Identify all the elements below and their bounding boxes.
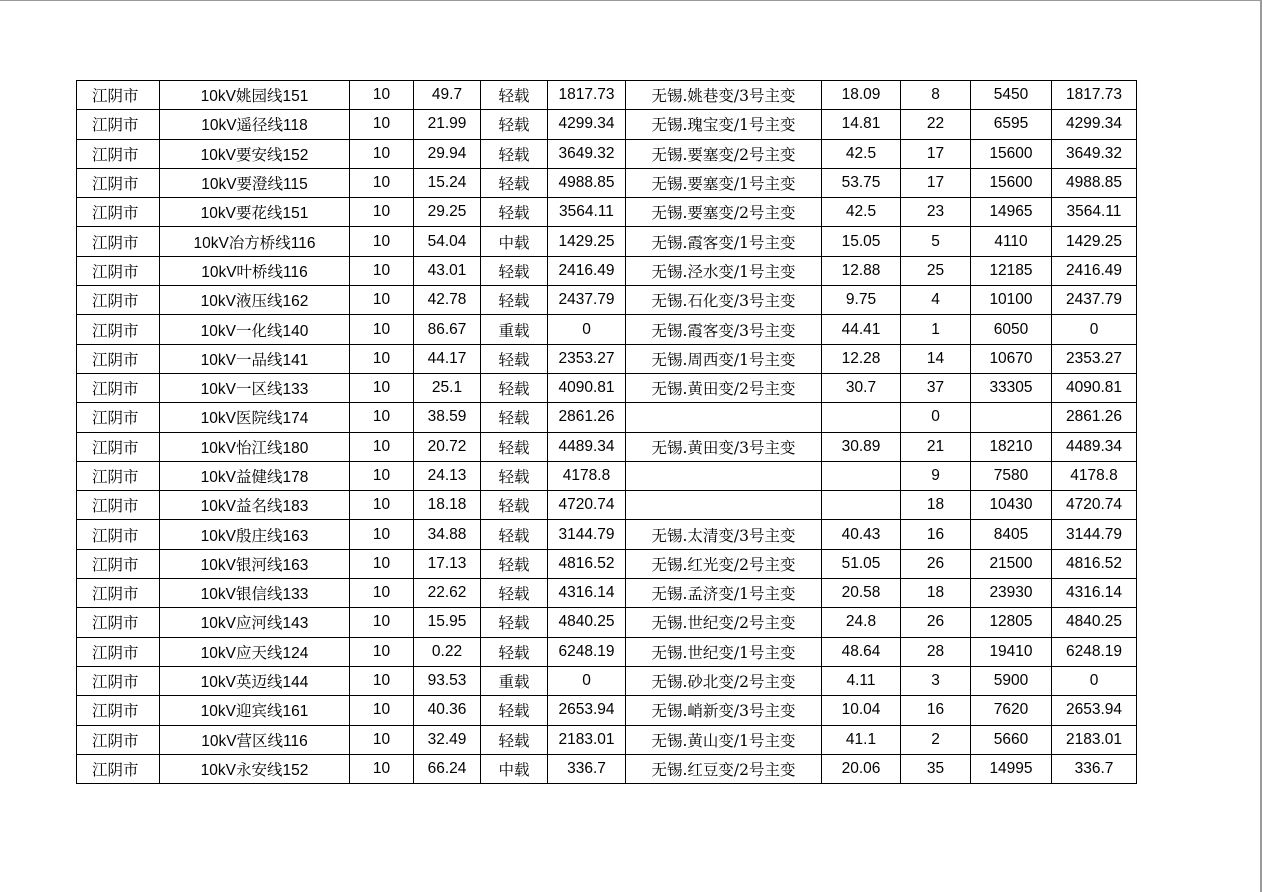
line-name-cell: 10kV要花线151 [160, 198, 350, 227]
voltage-cell: 10 [350, 666, 414, 695]
line-name-cell: 10kV怡江线180 [160, 432, 350, 461]
load-status-cell: 轻载 [481, 198, 548, 227]
capacity-cell: 2353.27 [548, 344, 626, 373]
count-cell: 14 [901, 344, 971, 373]
capacity-cell: 2437.79 [548, 286, 626, 315]
table-row [77, 491, 1137, 520]
line-name-cell: 10kV液压线162 [160, 286, 350, 315]
count-cell: 4 [901, 286, 971, 315]
substation-rate-cell: 24.8 [822, 608, 901, 637]
substation-cell: 无锡.红豆变/2号主变 [626, 754, 822, 783]
substation-cell: 无锡.黄田变/2号主变 [626, 373, 822, 402]
substation-rate-cell: 4.11 [822, 666, 901, 695]
substation-rate-cell: 42.5 [822, 198, 901, 227]
city-cell: 江阴市 [77, 256, 160, 285]
substation-cell: 无锡.姚巷变/3号主变 [626, 81, 822, 110]
substation-rate-cell: 9.75 [822, 286, 901, 315]
load-rate-cell: 29.94 [414, 139, 481, 168]
count-cell: 5 [901, 227, 971, 256]
substation-rate-cell: 30.7 [822, 373, 901, 402]
substation-rate-cell: 10.04 [822, 696, 901, 725]
load-rate-cell: 22.62 [414, 579, 481, 608]
city-cell: 江阴市 [77, 696, 160, 725]
total-cell: 10670 [971, 344, 1052, 373]
substation-rate-cell [822, 403, 901, 432]
total-cell: 15600 [971, 139, 1052, 168]
voltage-cell: 10 [350, 403, 414, 432]
table-row [77, 432, 1137, 461]
city-cell: 江阴市 [77, 373, 160, 402]
line-name-cell: 10kV银信线133 [160, 579, 350, 608]
substation-cell: 无锡.峭新变/3号主变 [626, 696, 822, 725]
city-cell: 江阴市 [77, 520, 160, 549]
load-status-cell: 轻载 [481, 549, 548, 578]
line-name-cell: 10kV益名线183 [160, 491, 350, 520]
load-rate-cell: 0.22 [414, 637, 481, 666]
capacity-cell: 2653.94 [548, 696, 626, 725]
load-rate-cell: 54.04 [414, 227, 481, 256]
capacity-cell: 4720.74 [548, 491, 626, 520]
table-row [77, 168, 1137, 197]
load-status-cell: 轻载 [481, 725, 548, 754]
substation-cell: 无锡.瑰宝变/1号主变 [626, 110, 822, 139]
count-cell: 37 [901, 373, 971, 402]
line-name-cell: 10kV遥径线118 [160, 110, 350, 139]
city-cell: 江阴市 [77, 432, 160, 461]
substation-rate-cell: 51.05 [822, 549, 901, 578]
total-cell: 10100 [971, 286, 1052, 315]
table-row [77, 315, 1137, 344]
line-name-cell: 10kV应河线143 [160, 608, 350, 637]
table-row [77, 461, 1137, 490]
table-body [77, 81, 1137, 784]
line-name-cell: 10kV要安线152 [160, 139, 350, 168]
load-rate-cell: 42.78 [414, 286, 481, 315]
table-row [77, 403, 1137, 432]
capacity-cell: 2861.26 [548, 403, 626, 432]
line-name-cell: 10kV殷庄线163 [160, 520, 350, 549]
count-cell: 8 [901, 81, 971, 110]
substation-rate-cell: 41.1 [822, 725, 901, 754]
capacity-cell: 4840.25 [548, 608, 626, 637]
load-rate-cell: 40.36 [414, 696, 481, 725]
substation-cell: 无锡.孟济变/1号主变 [626, 579, 822, 608]
city-cell: 江阴市 [77, 110, 160, 139]
substation-cell: 无锡.石化变/3号主变 [626, 286, 822, 315]
capacity-cell: 1817.73 [548, 81, 626, 110]
count-cell: 22 [901, 110, 971, 139]
capacity-cell: 2183.01 [548, 725, 626, 754]
load-status-cell: 轻载 [481, 110, 548, 139]
available-capacity-cell: 2353.27 [1052, 344, 1137, 373]
total-cell: 5900 [971, 666, 1052, 695]
capacity-cell: 0 [548, 315, 626, 344]
line-name-cell: 10kV应天线124 [160, 637, 350, 666]
load-rate-cell: 17.13 [414, 549, 481, 578]
capacity-cell: 6248.19 [548, 637, 626, 666]
city-cell: 江阴市 [77, 725, 160, 754]
available-capacity-cell: 4840.25 [1052, 608, 1137, 637]
voltage-cell: 10 [350, 608, 414, 637]
load-rate-cell: 29.25 [414, 198, 481, 227]
voltage-cell: 10 [350, 432, 414, 461]
count-cell: 26 [901, 608, 971, 637]
substation-cell [626, 461, 822, 490]
capacity-cell: 2416.49 [548, 256, 626, 285]
line-name-cell: 10kV永安线152 [160, 754, 350, 783]
substation-cell [626, 491, 822, 520]
substation-rate-cell [822, 491, 901, 520]
available-capacity-cell: 4316.14 [1052, 579, 1137, 608]
substation-cell: 无锡.红光变/2号主变 [626, 549, 822, 578]
available-capacity-cell: 2653.94 [1052, 696, 1137, 725]
available-capacity-cell: 4988.85 [1052, 168, 1137, 197]
substation-cell: 无锡.霞客变/1号主变 [626, 227, 822, 256]
load-status-cell: 轻载 [481, 403, 548, 432]
city-cell: 江阴市 [77, 666, 160, 695]
table-row [77, 754, 1137, 783]
substation-rate-cell: 40.43 [822, 520, 901, 549]
available-capacity-cell: 2416.49 [1052, 256, 1137, 285]
city-cell: 江阴市 [77, 81, 160, 110]
table-row [77, 696, 1137, 725]
load-status-cell: 轻载 [481, 168, 548, 197]
substation-cell: 无锡.周西变/1号主变 [626, 344, 822, 373]
substation-cell: 无锡.要塞变/2号主变 [626, 198, 822, 227]
available-capacity-cell: 336.7 [1052, 754, 1137, 783]
voltage-cell: 10 [350, 637, 414, 666]
count-cell: 9 [901, 461, 971, 490]
substation-rate-cell: 20.06 [822, 754, 901, 783]
substation-rate-cell: 18.09 [822, 81, 901, 110]
table-row [77, 110, 1137, 139]
count-cell: 18 [901, 579, 971, 608]
load-status-cell: 轻载 [481, 608, 548, 637]
voltage-cell: 10 [350, 110, 414, 139]
city-cell: 江阴市 [77, 549, 160, 578]
total-cell: 5660 [971, 725, 1052, 754]
city-cell: 江阴市 [77, 579, 160, 608]
total-cell: 19410 [971, 637, 1052, 666]
available-capacity-cell: 1817.73 [1052, 81, 1137, 110]
voltage-cell: 10 [350, 256, 414, 285]
line-name-cell: 10kV益健线178 [160, 461, 350, 490]
capacity-cell: 4988.85 [548, 168, 626, 197]
load-rate-cell: 34.88 [414, 520, 481, 549]
voltage-cell: 10 [350, 139, 414, 168]
total-cell: 8405 [971, 520, 1052, 549]
load-rate-cell: 21.99 [414, 110, 481, 139]
count-cell: 26 [901, 549, 971, 578]
line-name-cell: 10kV姚园线151 [160, 81, 350, 110]
total-cell: 7580 [971, 461, 1052, 490]
table-row [77, 373, 1137, 402]
available-capacity-cell: 6248.19 [1052, 637, 1137, 666]
count-cell: 2 [901, 725, 971, 754]
available-capacity-cell: 2861.26 [1052, 403, 1137, 432]
capacity-cell: 4316.14 [548, 579, 626, 608]
count-cell: 1 [901, 315, 971, 344]
page-top-edge [0, 0, 1262, 1]
voltage-cell: 10 [350, 461, 414, 490]
count-cell: 3 [901, 666, 971, 695]
available-capacity-cell: 0 [1052, 315, 1137, 344]
table-row [77, 286, 1137, 315]
load-rate-cell: 24.13 [414, 461, 481, 490]
city-cell: 江阴市 [77, 168, 160, 197]
capacity-cell: 4299.34 [548, 110, 626, 139]
total-cell: 6595 [971, 110, 1052, 139]
load-rate-cell: 93.53 [414, 666, 481, 695]
table-row [77, 256, 1137, 285]
voltage-cell: 10 [350, 168, 414, 197]
voltage-cell: 10 [350, 579, 414, 608]
total-cell: 4110 [971, 227, 1052, 256]
load-status-cell: 轻载 [481, 520, 548, 549]
load-status-cell: 轻载 [481, 139, 548, 168]
capacity-cell: 4178.8 [548, 461, 626, 490]
table-row [77, 637, 1137, 666]
total-cell: 18210 [971, 432, 1052, 461]
table-row [77, 608, 1137, 637]
city-cell: 江阴市 [77, 344, 160, 373]
load-status-cell: 重载 [481, 315, 548, 344]
line-name-cell: 10kV要澄线115 [160, 168, 350, 197]
available-capacity-cell: 2183.01 [1052, 725, 1137, 754]
line-name-cell: 10kV营区线116 [160, 725, 350, 754]
load-rate-cell: 66.24 [414, 754, 481, 783]
capacity-cell: 4816.52 [548, 549, 626, 578]
substation-rate-cell: 12.88 [822, 256, 901, 285]
substation-cell: 无锡.砂北变/2号主变 [626, 666, 822, 695]
capacity-cell: 336.7 [548, 754, 626, 783]
available-capacity-cell: 0 [1052, 666, 1137, 695]
available-capacity-cell: 1429.25 [1052, 227, 1137, 256]
city-cell: 江阴市 [77, 139, 160, 168]
load-rate-cell: 43.01 [414, 256, 481, 285]
line-name-cell: 10kV银河线163 [160, 549, 350, 578]
voltage-cell: 10 [350, 754, 414, 783]
table-row [77, 725, 1137, 754]
substation-cell: 无锡.泾水变/1号主变 [626, 256, 822, 285]
load-rate-cell: 20.72 [414, 432, 481, 461]
city-cell: 江阴市 [77, 315, 160, 344]
capacity-cell: 3144.79 [548, 520, 626, 549]
city-cell: 江阴市 [77, 637, 160, 666]
load-status-cell: 轻载 [481, 461, 548, 490]
available-capacity-cell: 3649.32 [1052, 139, 1137, 168]
count-cell: 25 [901, 256, 971, 285]
line-name-cell: 10kV一区线133 [160, 373, 350, 402]
total-cell: 5450 [971, 81, 1052, 110]
load-status-cell: 中载 [481, 227, 548, 256]
total-cell [971, 403, 1052, 432]
total-cell: 33305 [971, 373, 1052, 402]
table-row [77, 139, 1137, 168]
table-row [77, 666, 1137, 695]
load-status-cell: 重载 [481, 666, 548, 695]
available-capacity-cell: 3564.11 [1052, 198, 1137, 227]
voltage-cell: 10 [350, 344, 414, 373]
voltage-cell: 10 [350, 315, 414, 344]
table-row [77, 579, 1137, 608]
total-cell: 21500 [971, 549, 1052, 578]
substation-rate-cell: 42.5 [822, 139, 901, 168]
total-cell: 7620 [971, 696, 1052, 725]
line-name-cell: 10kV一品线141 [160, 344, 350, 373]
city-cell: 江阴市 [77, 754, 160, 783]
substation-cell: 无锡.霞客变/3号主变 [626, 315, 822, 344]
voltage-cell: 10 [350, 286, 414, 315]
total-cell: 15600 [971, 168, 1052, 197]
available-capacity-cell: 4489.34 [1052, 432, 1137, 461]
load-status-cell: 轻载 [481, 286, 548, 315]
load-rate-cell: 15.24 [414, 168, 481, 197]
capacity-cell: 3564.11 [548, 198, 626, 227]
load-status-cell: 轻载 [481, 432, 548, 461]
available-capacity-cell: 4178.8 [1052, 461, 1137, 490]
load-rate-cell: 18.18 [414, 491, 481, 520]
line-name-cell: 10kV一化线140 [160, 315, 350, 344]
count-cell: 17 [901, 168, 971, 197]
substation-rate-cell: 48.64 [822, 637, 901, 666]
voltage-cell: 10 [350, 491, 414, 520]
line-name-cell: 10kV英迈线144 [160, 666, 350, 695]
load-status-cell: 轻载 [481, 256, 548, 285]
substation-rate-cell: 14.81 [822, 110, 901, 139]
load-status-cell: 轻载 [481, 637, 548, 666]
voltage-cell: 10 [350, 520, 414, 549]
load-rate-cell: 15.95 [414, 608, 481, 637]
count-cell: 16 [901, 696, 971, 725]
substation-cell: 无锡.黄田变/3号主变 [626, 432, 822, 461]
available-capacity-cell: 2437.79 [1052, 286, 1137, 315]
city-cell: 江阴市 [77, 491, 160, 520]
line-name-cell: 10kV冶方桥线116 [160, 227, 350, 256]
load-status-cell: 轻载 [481, 373, 548, 402]
voltage-cell: 10 [350, 227, 414, 256]
voltage-cell: 10 [350, 725, 414, 754]
substation-cell: 无锡.世纪变/2号主变 [626, 608, 822, 637]
substation-cell: 无锡.世纪变/1号主变 [626, 637, 822, 666]
load-status-cell: 轻载 [481, 579, 548, 608]
substation-rate-cell: 30.89 [822, 432, 901, 461]
substation-cell: 无锡.要塞变/1号主变 [626, 168, 822, 197]
load-status-cell: 轻载 [481, 344, 548, 373]
count-cell: 18 [901, 491, 971, 520]
table-row [77, 81, 1137, 110]
load-rate-cell: 38.59 [414, 403, 481, 432]
load-rate-cell: 25.1 [414, 373, 481, 402]
load-status-cell: 轻载 [481, 81, 548, 110]
line-name-cell: 10kV医院线174 [160, 403, 350, 432]
line-name-cell: 10kV叶桥线116 [160, 256, 350, 285]
substation-cell: 无锡.黄山变/1号主变 [626, 725, 822, 754]
table-row [77, 549, 1137, 578]
available-capacity-cell: 4816.52 [1052, 549, 1137, 578]
table-row [77, 198, 1137, 227]
count-cell: 16 [901, 520, 971, 549]
total-cell: 12185 [971, 256, 1052, 285]
city-cell: 江阴市 [77, 286, 160, 315]
city-cell: 江阴市 [77, 198, 160, 227]
substation-rate-cell [822, 461, 901, 490]
total-cell: 10430 [971, 491, 1052, 520]
table-row [77, 520, 1137, 549]
city-cell: 江阴市 [77, 227, 160, 256]
load-status-cell: 中载 [481, 754, 548, 783]
voltage-cell: 10 [350, 198, 414, 227]
capacity-cell: 4489.34 [548, 432, 626, 461]
substation-rate-cell: 44.41 [822, 315, 901, 344]
substation-rate-cell: 53.75 [822, 168, 901, 197]
total-cell: 23930 [971, 579, 1052, 608]
count-cell: 17 [901, 139, 971, 168]
available-capacity-cell: 3144.79 [1052, 520, 1137, 549]
voltage-cell: 10 [350, 373, 414, 402]
city-cell: 江阴市 [77, 461, 160, 490]
available-capacity-cell: 4090.81 [1052, 373, 1137, 402]
total-cell: 14995 [971, 754, 1052, 783]
substation-cell: 无锡.太清变/3号主变 [626, 520, 822, 549]
available-capacity-cell: 4299.34 [1052, 110, 1137, 139]
substation-rate-cell: 12.28 [822, 344, 901, 373]
count-cell: 21 [901, 432, 971, 461]
voltage-cell: 10 [350, 549, 414, 578]
count-cell: 35 [901, 754, 971, 783]
substation-rate-cell: 15.05 [822, 227, 901, 256]
voltage-cell: 10 [350, 81, 414, 110]
capacity-cell: 3649.32 [548, 139, 626, 168]
load-rate-cell: 44.17 [414, 344, 481, 373]
available-capacity-cell: 4720.74 [1052, 491, 1137, 520]
city-cell: 江阴市 [77, 608, 160, 637]
load-status-cell: 轻载 [481, 696, 548, 725]
count-cell: 23 [901, 198, 971, 227]
voltage-cell: 10 [350, 696, 414, 725]
total-cell: 12805 [971, 608, 1052, 637]
capacity-cell: 4090.81 [548, 373, 626, 402]
total-cell: 14965 [971, 198, 1052, 227]
line-name-cell: 10kV迎宾线161 [160, 696, 350, 725]
substation-cell [626, 403, 822, 432]
capacity-cell: 1429.25 [548, 227, 626, 256]
substation-rate-cell: 20.58 [822, 579, 901, 608]
substation-cell: 无锡.要塞变/2号主变 [626, 139, 822, 168]
table-row [77, 227, 1137, 256]
table-row [77, 344, 1137, 373]
city-cell: 江阴市 [77, 403, 160, 432]
load-rate-cell: 86.67 [414, 315, 481, 344]
capacity-cell: 0 [548, 666, 626, 695]
feeder-capacity-table [76, 80, 1137, 784]
load-rate-cell: 32.49 [414, 725, 481, 754]
count-cell: 0 [901, 403, 971, 432]
total-cell: 6050 [971, 315, 1052, 344]
load-status-cell: 轻载 [481, 491, 548, 520]
count-cell: 28 [901, 637, 971, 666]
load-rate-cell: 49.7 [414, 81, 481, 110]
